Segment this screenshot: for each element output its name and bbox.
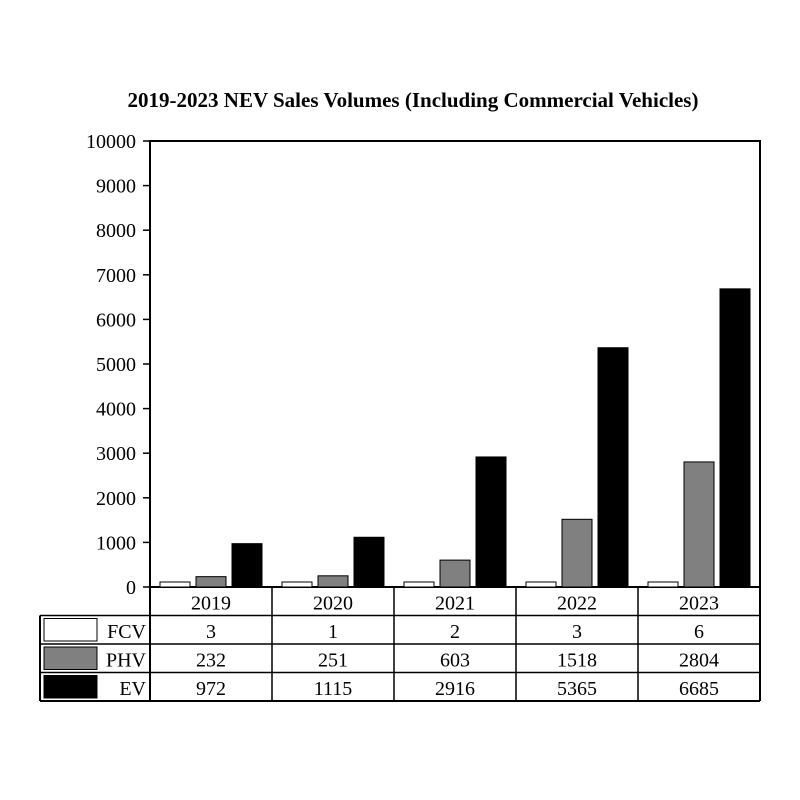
y-tick-label: 7000: [96, 264, 136, 287]
bar-phv-2020: [318, 576, 348, 587]
legend-swatch-ev: [44, 676, 97, 699]
y-tick-label: 3000: [96, 443, 136, 466]
x-tick-label: 2019: [191, 592, 231, 615]
y-tick-label: 6000: [96, 309, 136, 332]
bar-phv-2021: [440, 560, 470, 587]
data-label-fcv-2019: 3: [206, 621, 216, 643]
chart-title: 2019-2023 NEV Sales Volumes (Including Commercial Vehicles): [127, 88, 699, 112]
y-axis: [86, 131, 150, 599]
x-tick-label: 2023: [679, 592, 719, 615]
bar-ev-2020: [354, 537, 384, 587]
bar-fcv-2020: [282, 582, 312, 587]
legend-label-fcv: FCV: [107, 621, 146, 643]
data-label-ev-2020: 1115: [313, 678, 353, 700]
data-label-ev-2019: 972: [196, 678, 226, 700]
data-label-ev-2022: 5365: [557, 678, 597, 700]
bar-ev-2022: [598, 348, 628, 587]
data-label-phv-2019: 232: [196, 649, 226, 672]
bar-ev-2023: [720, 289, 750, 587]
bar-ev-2019: [232, 544, 262, 587]
y-tick-label: 10000: [86, 131, 136, 153]
data-label-fcv-2021: 2: [450, 621, 460, 643]
y-tick-label: 9000: [96, 175, 136, 198]
bar-fcv-2022: [526, 582, 556, 587]
data-label-fcv-2020: 1: [328, 621, 338, 643]
y-tick-label: 2000: [96, 487, 136, 510]
data-label-ev-2023: 6685: [679, 678, 719, 700]
data-label-ev-2021: 2916: [435, 678, 475, 700]
plot-area: [150, 141, 760, 587]
y-tick-label: 1000: [96, 532, 136, 555]
bar-phv-2019: [196, 577, 226, 587]
data-label-fcv-2022: 3: [572, 621, 582, 643]
bar-phv-2023: [684, 462, 714, 587]
y-tick-label: 0: [126, 577, 136, 599]
y-tick-label: 4000: [96, 398, 136, 421]
data-label-fcv-2023: 6: [694, 621, 704, 643]
data-table: [40, 587, 760, 701]
bar-fcv-2021: [404, 582, 434, 587]
legend-label-phv: PHV: [105, 649, 146, 672]
legend-label-ev: EV: [119, 678, 146, 700]
y-tick-label: 8000: [96, 220, 136, 243]
data-label-phv-2020: 251: [318, 649, 348, 672]
x-tick-label: 2020: [313, 592, 353, 615]
bar-ev-2021: [476, 457, 506, 587]
bars-group: [160, 289, 750, 587]
bar-fcv-2019: [160, 582, 190, 587]
legend-swatch-fcv: [44, 619, 97, 642]
legend-swatch-phv: [44, 647, 97, 670]
x-tick-label: 2022: [557, 592, 597, 615]
y-tick-label: 5000: [96, 354, 136, 376]
x-tick-label: 2021: [435, 592, 475, 615]
data-label-phv-2021: 603: [440, 649, 470, 672]
data-label-phv-2023: 2804: [679, 649, 719, 672]
data-label-phv-2022: 1518: [557, 649, 597, 672]
bar-fcv-2023: [648, 582, 678, 587]
bar-phv-2022: [562, 519, 592, 587]
